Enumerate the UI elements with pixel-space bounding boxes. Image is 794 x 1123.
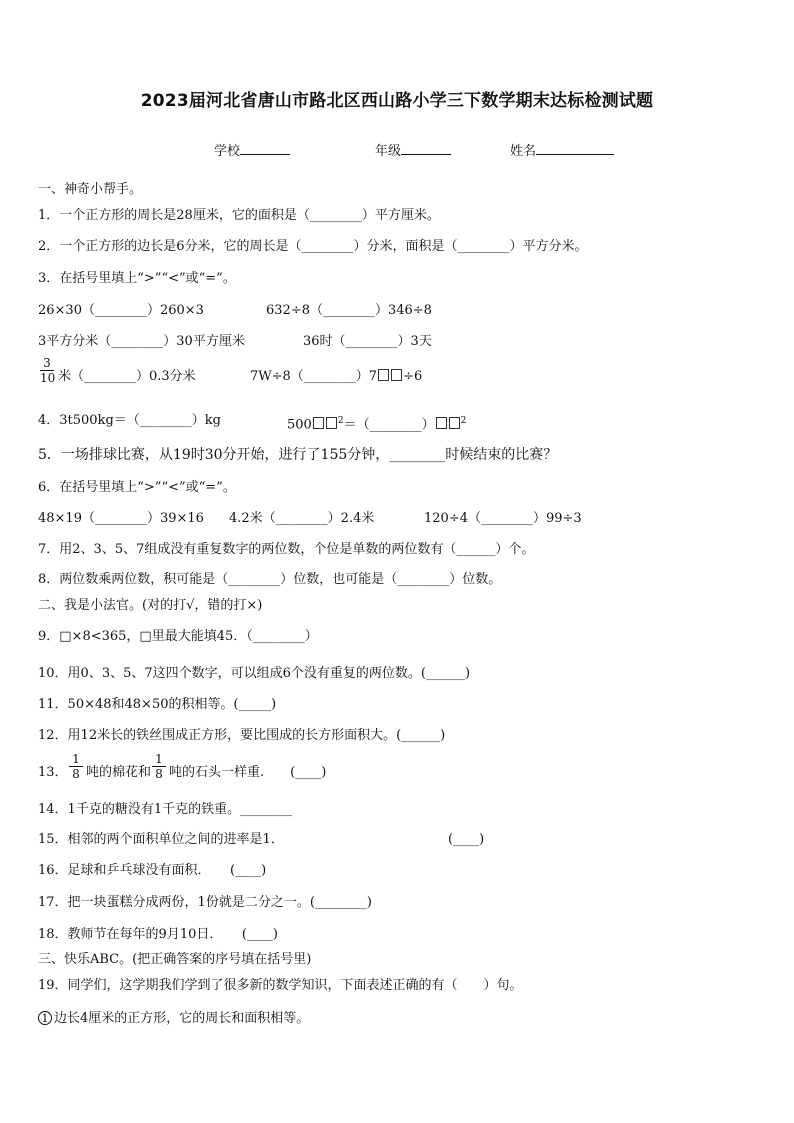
- question-4b-value: 500: [287, 417, 312, 433]
- fraction-numerator: 1: [69, 752, 83, 767]
- question-19-option-1: [38, 1010, 309, 1028]
- question-6: 6．在括号里填上“>”“<”或“=”。: [38, 480, 236, 495]
- grade-blank[interactable]: [401, 140, 451, 155]
- box-placeholder-icon: [391, 369, 402, 381]
- question-4b-equals: ＝（________）: [343, 417, 435, 433]
- question-3f-right: ÷6: [403, 369, 423, 384]
- question-3d: 36时（________）3天: [303, 334, 432, 349]
- box-placeholder-icon: [326, 417, 337, 429]
- grade-field: [375, 140, 451, 159]
- question-5: 5．一场排球比赛，从19时30分开始，进行了155分钟，________时候结束的比赛？: [38, 447, 558, 463]
- section-2-heading: 二、我是小法官。(对的打√，错的打×): [38, 598, 263, 613]
- question-19: 19．同学们，这学期我们学到了很多新的数学知识，下面表述正确的有（ ）句。: [38, 978, 523, 993]
- question-16: 16．足球和乒乓球没有面积． (____): [38, 863, 267, 878]
- question-4b: [287, 412, 466, 434]
- fraction-denominator: 8: [72, 767, 80, 781]
- school-field: [214, 140, 290, 159]
- question-3a: 26×30（________）260×3: [38, 303, 204, 318]
- option-1-text: 边长4厘米的正方形，它的周长和面积相等。: [54, 1011, 310, 1026]
- fraction-numerator: 3: [40, 356, 54, 371]
- section-3-heading: 三、快乐ABC。(把正确答案的序号填在括号里): [38, 952, 312, 967]
- question-3e-fraction: [40, 356, 54, 385]
- question-7: 7．用2、3、5、7组成没有重复数字的两位数，个位是单数的两位数有（______）个。: [38, 542, 535, 557]
- school-label: 学校: [214, 144, 241, 159]
- question-8: 8．两位数乘两位数，积可能是（________）位数，也可能是（________）位数。: [38, 572, 502, 587]
- superscript-2: 2: [460, 416, 467, 426]
- school-blank[interactable]: [240, 140, 290, 155]
- question-13-number: 13．: [38, 765, 68, 780]
- question-1: 1．一个正方形的周长是28厘米，它的面积是（________）平方厘米。: [38, 208, 440, 223]
- question-4a: 4．3t500kg＝（________）kg: [38, 413, 221, 428]
- question-6b: 4.2米（________）2.4米: [229, 511, 375, 526]
- question-13-text-1: 吨的棉花和: [86, 765, 152, 780]
- name-label: 姓名: [510, 144, 537, 159]
- superscript-2: 2: [337, 416, 344, 426]
- question-3f: [250, 368, 422, 386]
- page-title: 2023届河北省唐山市路北区西山路小学三下数学期末达标检测试题: [140, 91, 654, 111]
- name-blank[interactable]: [536, 140, 614, 155]
- question-11: 11．50×48和48×50的积相等。(_____): [38, 697, 277, 712]
- circled-number-icon: 1: [38, 1011, 52, 1025]
- question-6a: 48×19（________）39×16: [38, 511, 204, 526]
- question-3c: 3平方分米（________）30平方厘米: [38, 334, 245, 349]
- question-3f-left: 7W÷8（________）7: [250, 369, 378, 384]
- question-3e: 米（________）0.3分米: [58, 369, 196, 384]
- question-18: 18．教师节在每年的9月10日． (____): [38, 927, 278, 942]
- question-3b: 632÷8（________）346÷8: [266, 303, 432, 318]
- question-17: 17．把一块蛋糕分成两份，1份就是二分之一。(________): [38, 895, 372, 910]
- box-placeholder-icon: [313, 417, 324, 429]
- question-14: 14．1千克的糖没有1千克的铁重。________: [38, 802, 293, 817]
- fraction-denominator: 10: [40, 371, 56, 385]
- question-3: 3．在括号里填上“>”“<”或“=”。: [38, 271, 236, 286]
- question-15-blank[interactable]: (____): [448, 832, 485, 847]
- fraction-numerator: 1: [152, 752, 166, 767]
- question-2: 2．一个正方形的边长是6分米，它的周长是（________）分米，面积是（________）平方分米。: [38, 239, 588, 254]
- name-field: [510, 140, 614, 159]
- question-12: 12．用12米长的铁丝围成正方形，要比围成的长方形面积大。(______): [38, 728, 446, 743]
- question-9: 9．□×8<365，□里最大能填45．（________）: [38, 629, 318, 644]
- question-10: 10．用0、3、5、7这四个数字，可以组成6个没有重复的两位数。(______): [38, 666, 471, 681]
- grade-label: 年级: [375, 144, 402, 159]
- section-1-heading: 一、神奇小帮手。: [38, 182, 143, 197]
- question-15: 15．相邻的两个面积单位之间的进率是1．: [38, 832, 284, 847]
- box-placeholder-icon: [449, 417, 460, 429]
- question-13-text-2: 吨的石头一样重. (____): [169, 765, 327, 780]
- question-13-fraction-2: [152, 752, 166, 781]
- box-placeholder-icon: [436, 417, 447, 429]
- fraction-denominator: 8: [155, 767, 163, 781]
- question-6c: 120÷4（________）99÷3: [424, 511, 582, 526]
- question-13-fraction-1: [69, 752, 83, 781]
- box-placeholder-icon: [378, 369, 389, 381]
